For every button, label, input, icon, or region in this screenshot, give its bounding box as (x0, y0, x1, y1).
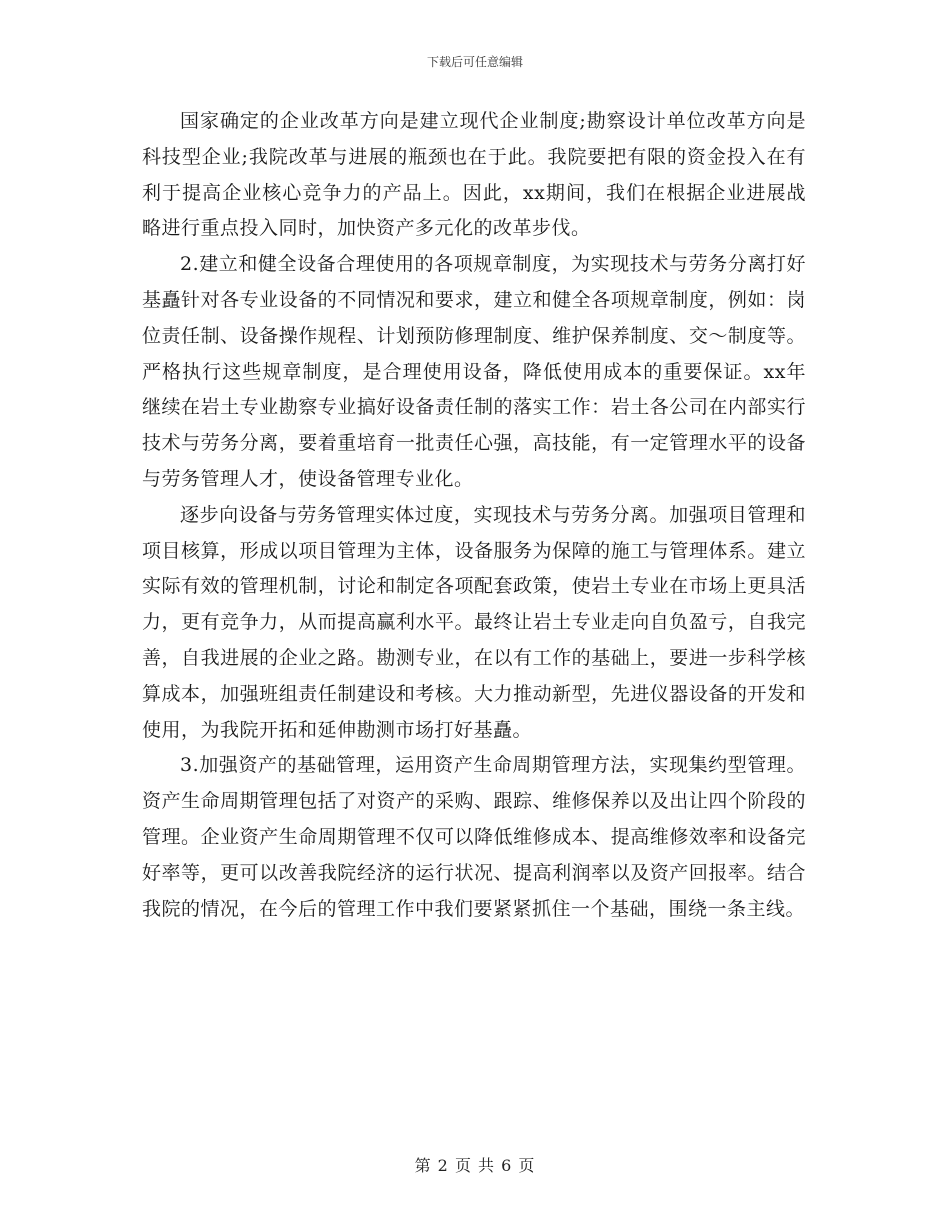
paragraph-1: 国家确定的企业改革方向是建立现代企业制度;勘察设计单位改革方向是科技型企业;我院改革与进展的瓶颈也在于此。我院要把有限的资金投入在有利于提高企业核心竞争力的产品上。因此，xx期间，我们在根据企业进展战略进行重点投入同时，加快资产多元化的改革步伐。 (142, 110, 806, 240)
paragraph-4: 3.加强资产的基础管理，运用资产生命周期管理方法，实现集约型管理。资产生命周期管理包括了对资产的采购、跟踪、维修保养以及出让四个阶段的管理。企业资产生命周期管理不仅可以降低维修成本、提高维修效率和设备完好率等，更可以改善我院经济的运行状况、提高利润率以及资产回报率。结合我院的情况，在今后的管理工作中我们要紧紧抓住一个基础，围绕一条主线。 (142, 754, 806, 920)
paragraph-2: 2.建立和健全设备合理使用的各项规章制度，为实现技术与劳务分离打好基矗针对各专业设备的不同情况和要求，建立和健全各项规章制度，例如：岗位责任制、设备操作规程、计划预防修理制度、维护保养制度、交～制度等。严格执行这些规章制度，是合理使用设备，降低使用成本的重要保证。xx年继续在岩土专业勘察专业搞好设备责任制的落实工作：岩土各公司在内部实行技术与劳务分离，要着重培育一批责任心强，高技能，有一定管理水平的设备与劳务管理人才，使设备管理专业化。 (142, 253, 806, 490)
page-header: 下载后可任意编辑 (426, 55, 523, 69)
document-body (142, 104, 806, 927)
paragraph-3: 逐步向设备与劳务管理实体过度，实现技术与劳务分离。加强项目管理和项目核算，形成以项目管理为主体，设备服务为保障的施工与管理体系。建立实际有效的管理机制，讨论和制定各项配套政策，使岩土专业在市场上更具活力，更有竞争力，从而提高赢利水平。最终让岩土专业走向自负盈亏，自我完善，自我进展的企业之路。勘测专业，在以有工作的基础上，要进一步科学核算成本，加强班组责任制建设和考核。大力推动新型，先进仪器设备的开发和使用，为我院开拓和延伸勘测市场打好基矗。 (142, 503, 806, 741)
page-number: 第 2 页 共 6 页 (414, 1156, 536, 1175)
